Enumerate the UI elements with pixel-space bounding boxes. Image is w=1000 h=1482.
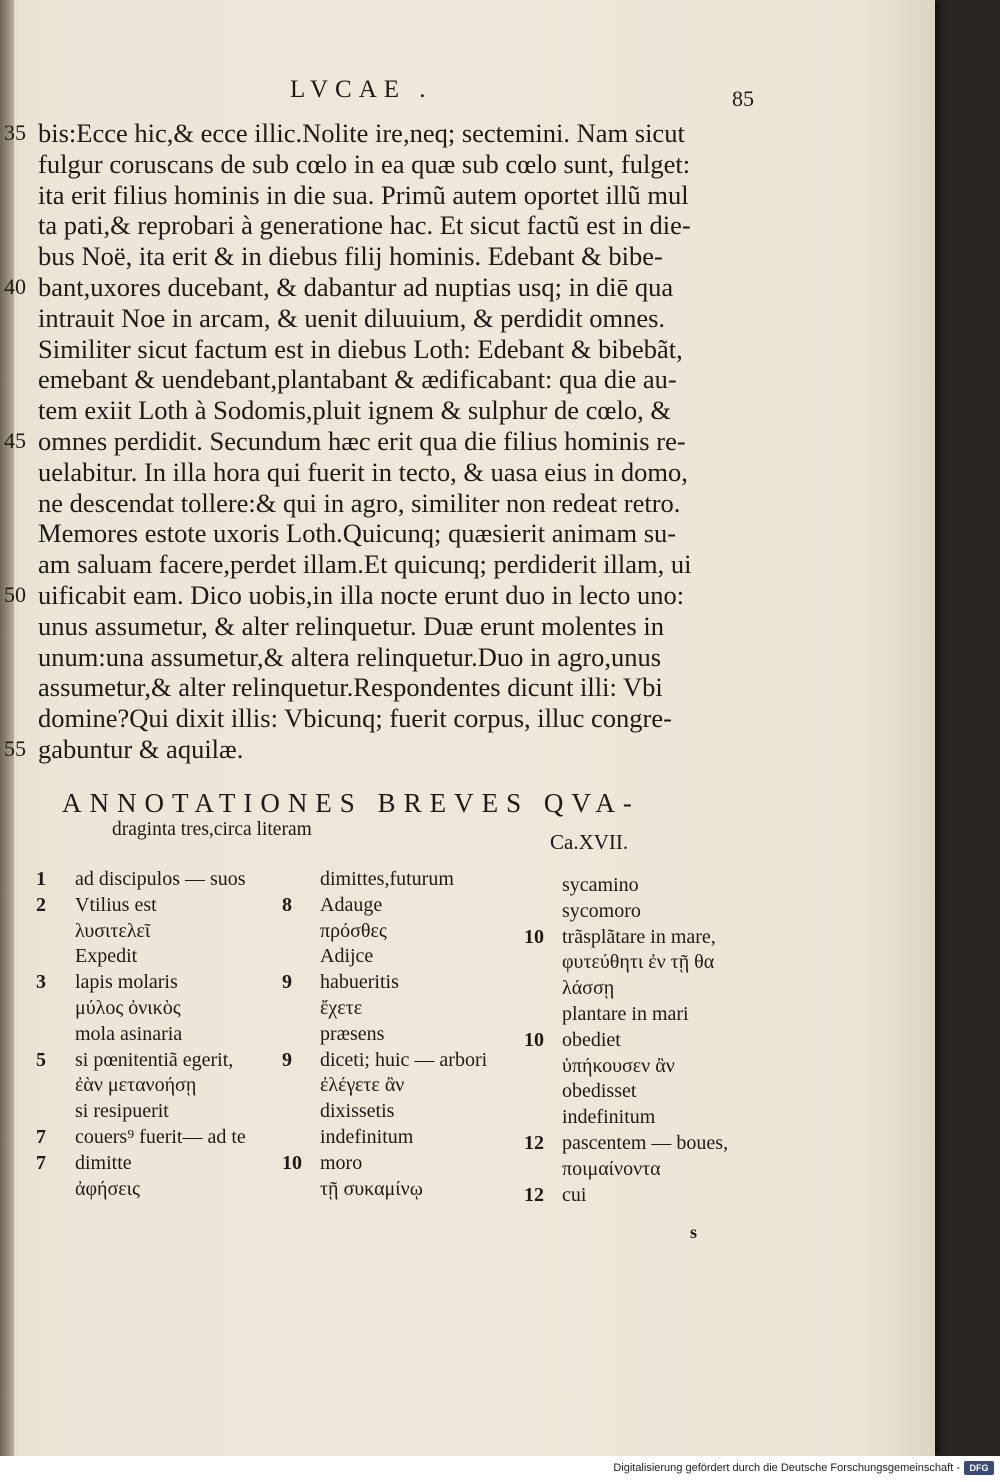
text-line: bant,uxores ducebant, & dabantur ad nuptias usq; in diē qua [38, 271, 674, 302]
annotation-text: ποιμαίνοντα [562, 1157, 661, 1180]
annotation-text: ἔχετε [320, 996, 363, 1019]
annotations-title: ANNOTATIONES BREVES QVA- [62, 788, 640, 818]
text-line: assumetur,& alter relinquetur.Respondentes dicunt illi: Vbi [38, 672, 663, 703]
annotation-verse-number: 10 [524, 925, 544, 948]
margin-number: 40 [4, 274, 26, 299]
annotation-text: indefinitum [562, 1106, 656, 1129]
text-line: bis:Ecce hic,& ecce illic.Nolite ire,neq; sectemini. Nam sicut [38, 118, 685, 148]
annotations-chapter: Ca.XVII. [550, 830, 629, 854]
text-line: unus assumetur, & alter relinquetur. Duæ erunt molentes in [38, 610, 664, 641]
annotation-text: ἀφήσεις [75, 1177, 140, 1200]
annotations-subtitle: draginta tres,circa literam [112, 819, 312, 840]
annotation-text: obediet [562, 1028, 621, 1051]
annotation-text: ad discipulos — suos [75, 868, 246, 890]
signature-mark: s [690, 1222, 698, 1242]
annotation-text: sycomoro [562, 899, 641, 922]
text-line: am saluam facere,perdet illam.Et quicunq; perdiderit illam, ui [38, 549, 692, 580]
annotation-text: Adijce [320, 945, 374, 968]
annotation-verse-number: 9 [282, 971, 292, 994]
annotation-verse-number: 7 [36, 1151, 46, 1174]
folio-number: 85 [732, 86, 754, 111]
annotation-text: μύλος ὀνικὸς [75, 996, 181, 1019]
text-line: bus Noë, ita erit & in diebus filij hominis. Edebant & bibe- [38, 241, 663, 272]
annotation-verse-number: 3 [36, 971, 46, 994]
annotation-text: couers⁹ fuerit— ad te [75, 1125, 246, 1148]
text-line: intrauit Noe in arcam, & uenit diluuium, & perdidit omnes. [38, 302, 666, 333]
annotation-text: Vtilius est [75, 893, 157, 916]
annotation-text: lapis molaris [75, 971, 178, 994]
text-line: ita erit filius hominis in die sua. Primũ autem oportet illũ mul [38, 179, 689, 210]
annotation-verse-number: 8 [282, 893, 292, 916]
margin-number: 50 [4, 582, 26, 607]
footer-bar [0, 1456, 1000, 1482]
annotation-text: ἐὰν μετανοήσῃ [75, 1074, 197, 1097]
annotation-text: τῇ συκαμίνῳ [320, 1177, 423, 1200]
running-title: LVCAE . [290, 76, 433, 103]
annotation-verse-number: 10 [282, 1151, 302, 1174]
text-line: omnes perdidit. Secundum hæc erit qua die filius hominis re- [38, 425, 686, 456]
annotation-verse-number: 9 [282, 1048, 292, 1071]
annotation-text: si resipuerit [75, 1100, 169, 1123]
annotation-text: Expedit [75, 945, 138, 968]
text-line: gabuntur & aquilæ. [38, 733, 244, 764]
annotation-text: mola asinaria [75, 1022, 183, 1045]
annotation-text: diceti; huic — arbori [320, 1048, 488, 1071]
annotation-text: plantare in mari [562, 1002, 689, 1025]
annotation-text: cui [562, 1183, 587, 1206]
annotation-text: dimitte [75, 1151, 132, 1174]
annotation-text: πρόσθες [320, 919, 387, 942]
annotation-verse-number: 10 [524, 1028, 544, 1051]
annotation-text: ὑπήκουσεν ἂν [562, 1054, 675, 1077]
annotation-text: λυσιτελεῖ [75, 919, 151, 942]
annotation-text: trãsplãtare in mare, [562, 925, 716, 948]
annotation-verse-number: 12 [524, 1131, 544, 1154]
text-line: ne descendat tollere:& qui in agro, similiter non redeat retro. [38, 487, 681, 518]
text-line: unum:una assumetur,& altera relinquetur.Duo in agro,unus [38, 641, 662, 672]
annotation-text: Adauge [320, 893, 383, 916]
text-line: domine?Qui dixit illis: Vbicunq; fuerit corpus, illuc congre- [38, 703, 672, 734]
text-line: Memores estote uxoris Loth.Quicunq; quæsierit animam su- [38, 518, 677, 549]
annotation-text: habueritis [320, 971, 399, 994]
text-line: uelabitur. In illa hora qui fuerit in tecto, & uasa eius in domo, [38, 456, 688, 487]
text-line: ta pati,& reprobari à generatione hac. Et sicut factũ est in die- [38, 210, 691, 241]
footer-credit: Digitalisierung gefördert durch die Deutsche Forschungsgemeinschaft - [613, 1462, 960, 1474]
main-text-block [38, 118, 778, 765]
annotation-verse-number: 1 [36, 868, 46, 890]
margin-number: 55 [4, 736, 26, 761]
text-line: uificabit eam. Dico uobis,in illa nocte erunt duo in lecto uno: [38, 579, 685, 610]
annotation-verse-number: 2 [36, 893, 46, 916]
text-line: Similiter sicut factum est in diebus Loth: Edebant & bibebãt, [38, 333, 683, 364]
annotation-text: λάσσῃ [562, 977, 615, 1000]
annotation-verse-number: 12 [524, 1183, 544, 1206]
annotation-text: dixissetis [320, 1100, 395, 1123]
annotation-text: moro [320, 1151, 363, 1174]
text-line: fulgur coruscans de sub cœlo in ea quæ sub cœlo sunt, fulget: [38, 148, 691, 179]
annotation-text: ἐλέγετε ἂν [320, 1074, 405, 1097]
text-line: emebant & uendebant,plantabant & ædificabant: qua die au- [38, 364, 677, 395]
dfg-logo: DFG [964, 1461, 994, 1475]
margin-number: 35 [4, 120, 26, 145]
margin-number: 45 [4, 428, 26, 453]
annotation-text: dimittes,futurum [320, 868, 454, 890]
annotation-text: si pœnitentiã egerit, [75, 1048, 234, 1071]
annotation-text: sycamino [562, 874, 639, 896]
page-gutter [0, 0, 14, 1456]
annotation-verse-number: 7 [36, 1125, 46, 1148]
annotation-text: φυτεύθητι ἐν τῇ θα [562, 951, 715, 974]
text-line: tem exiit Loth à Sodomis,pluit ignem & sulphur de cœlo, & [38, 395, 671, 426]
annotation-text: præsens [320, 1022, 385, 1045]
annotation-text: pascentem — boues, [562, 1131, 729, 1154]
annotation-text: indefinitum [320, 1125, 414, 1148]
annotation-text: obedisset [562, 1080, 637, 1103]
annotation-verse-number: 5 [36, 1048, 46, 1071]
